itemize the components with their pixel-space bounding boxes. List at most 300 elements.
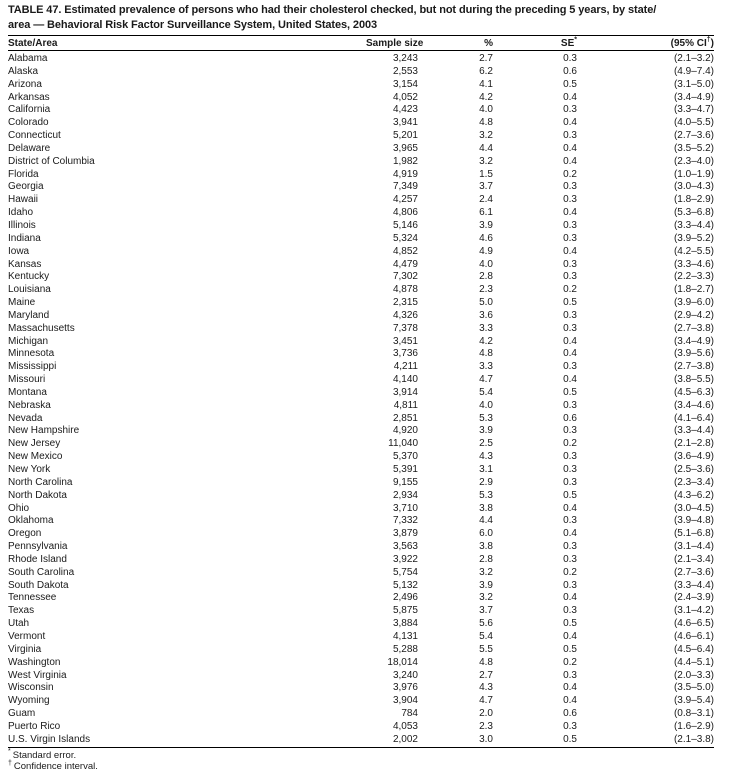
percent-cell: 2.0 [479,708,493,720]
se-cell: 0.3 [563,104,577,116]
ci-cell: (0.8–3.1) [673,708,714,720]
sample-size-cell: 4,131 [392,630,418,642]
sample-size-cell: 7,302 [392,271,418,283]
percent-cell: 4.8 [479,117,493,129]
ci-cell: (4.1–6.4) [673,412,714,424]
table-row [8,425,714,438]
se-cell: 0.3 [563,53,577,64]
percent-cell: 3.7 [479,605,493,617]
state-area-cell: New Jersey [8,438,61,450]
ci-cell: (3.0–4.5) [673,502,714,514]
table-row [8,348,714,361]
sample-size-cell: 3,904 [392,695,418,707]
se-cell: 0.4 [563,117,577,129]
ci-cell: (3.4–4.9) [673,335,714,347]
sample-size-cell: 9,155 [392,476,418,488]
sample-size-cell: 3,240 [392,669,418,681]
sample-size-cell: 18,014 [387,656,418,668]
se-cell: 0.3 [563,515,577,527]
sample-size-cell: 5,391 [392,464,418,475]
ci-cell: (2.1–3.2) [673,53,714,64]
ci-cell: (3.9–5.4) [673,695,714,707]
percent-cell: 2.4 [479,194,493,206]
table-row [8,451,714,464]
ci-cell: (5.1–6.8) [673,528,714,540]
table-row [8,79,714,92]
ci-cell: (2.0–3.3) [673,669,714,681]
state-area-cell: Connecticut [8,130,61,142]
percent-cell: 6.0 [479,528,493,540]
se-cell: 0.3 [563,271,577,283]
state-area-cell: Delaware [8,142,51,154]
ci-cell: (3.9–4.8) [673,515,714,527]
percent-cell: 3.2 [479,566,493,578]
table-row [8,708,714,721]
percent-cell: 3.9 [479,219,493,231]
table-row [8,66,714,79]
state-area-cell: North Carolina [8,476,73,488]
percent-cell: 5.6 [479,618,493,630]
ci-cell: (3.3–4.4) [673,219,714,231]
table-row [8,361,714,374]
state-area-cell: District of Columbia [8,155,95,167]
percent-cell: 4.3 [479,682,493,694]
sample-size-cell: 4,852 [392,245,418,257]
se-cell: 0.6 [563,708,577,720]
ci-cell: (2.1–3.4) [673,553,714,565]
se-cell: 0.3 [563,309,577,321]
se-cell: 0.4 [563,695,577,707]
percent-cell: 4.8 [479,656,493,668]
state-area-cell: Nebraska [8,399,51,411]
percent-cell: 4.2 [479,335,493,347]
percent-cell: 3.3 [479,361,493,373]
table-row [8,92,714,105]
table-row [8,117,714,130]
ci-cell: (3.0–4.3) [673,181,714,193]
table-row [8,169,714,182]
percent-cell: 4.9 [479,245,493,257]
percent-cell: 4.1 [479,78,493,90]
ci-dagger: † [706,36,711,44]
table-row [8,104,714,117]
ci-cell: (4.5–6.3) [673,386,714,398]
state-area-cell: Tennessee [8,592,57,604]
sample-size-cell: 5,324 [392,232,418,244]
state-area-cell: Wisconsin [8,682,54,694]
state-area-cell: North Dakota [8,489,67,501]
state-area-cell: South Dakota [8,579,69,591]
sample-size-cell: 3,976 [392,682,418,694]
table-row [8,734,714,747]
sample-size-cell: 2,851 [392,412,418,424]
ci-cell: (1.8–2.7) [673,284,714,296]
sample-size-cell: 3,154 [392,78,418,90]
se-cell: 0.3 [563,451,577,463]
percent-cell: 4.0 [479,104,493,116]
ci-cell: (3.3–4.4) [673,579,714,591]
percent-cell: 5.3 [479,489,493,501]
ci-cell: (2.7–3.6) [673,566,714,578]
sample-size-cell: 5,201 [392,130,418,142]
ci-cell: (4.6–6.5) [673,618,714,630]
table-row [8,580,714,593]
se-cell: 0.3 [563,399,577,411]
se-cell: 0.3 [563,322,577,334]
sample-size-cell: 4,479 [392,258,418,270]
ci-cell: (5.3–6.8) [673,207,714,219]
state-area-cell: New Mexico [8,451,63,463]
sample-size-cell: 4,806 [392,207,418,219]
percent-cell: 4.3 [479,451,493,463]
table-row [8,143,714,156]
se-cell: 0.4 [563,207,577,219]
se-cell: 0.3 [563,194,577,206]
se-cell: 0.4 [563,155,577,167]
se-cell: 0.3 [563,579,577,591]
ci-cell: (4.0–5.5) [673,117,714,129]
se-cell: 0.5 [563,386,577,398]
state-area-cell: Guam [8,708,36,720]
col-header-percent: % [418,36,493,51]
state-area-cell: Indiana [8,232,41,244]
table-title-line2: area — Behavioral Risk Factor Surveillance System, United States, 2003 [8,18,378,31]
ci-cell: (4.6–6.1) [673,630,714,642]
percent-cell: 4.8 [479,348,493,360]
table-row [8,297,714,310]
percent-cell: 3.6 [479,309,493,321]
sample-size-cell: 4,140 [392,374,418,386]
table-row [8,618,714,631]
ci-cell: (4.3–6.2) [673,489,714,501]
se-cell: 0.3 [563,476,577,488]
state-area-cell: Massachusetts [8,322,75,334]
percent-cell: 3.2 [479,130,493,142]
ci-cell: (3.3–4.7) [673,104,714,116]
footnote-standard-error: * Standard error. [8,748,77,761]
state-area-cell: Maine [8,297,36,309]
se-cell: 0.3 [563,232,577,244]
table-row [8,220,714,233]
table-row [8,284,714,297]
sample-size-cell: 4,811 [393,399,418,411]
sample-size-cell: 3,965 [392,142,418,154]
ci-cell: (2.7–3.6) [673,130,714,142]
sample-size-cell: 5,146 [392,219,418,231]
state-area-cell: Texas [8,605,35,617]
sample-size-cell: 2,002 [392,733,418,745]
ci-cell: (3.9–5.2) [673,232,714,244]
percent-cell: 3.2 [479,155,493,167]
se-asterisk: * [574,36,577,44]
table-row [8,657,714,670]
state-area-cell: Arizona [8,78,42,90]
percent-cell: 4.4 [479,142,493,154]
state-area-cell: Nevada [8,412,43,424]
state-area-cell: Michigan [8,335,49,347]
state-area-cell: Georgia [8,181,44,193]
table-row [8,259,714,272]
ci-cell: (2.7–3.8) [673,361,714,373]
ci-cell: (2.1–3.8) [673,733,714,745]
ci-cell: (3.1–4.2) [673,605,714,617]
state-area-cell: New Hampshire [8,425,80,437]
sample-size-cell: 2,315 [392,297,418,309]
se-cell: 0.4 [563,245,577,257]
se-cell: 0.2 [563,566,577,578]
state-area-cell: Hawaii [8,194,39,206]
state-area-cell: Vermont [8,630,46,642]
asterisk-symbol: * [8,748,11,756]
ci-cell: (3.1–5.0) [673,78,714,90]
sample-size-cell: 5,370 [392,451,418,463]
table-row [8,490,714,503]
se-cell: 0.2 [563,438,577,450]
state-area-cell: Florida [8,168,39,180]
state-area-cell: Utah [8,618,30,630]
percent-cell: 3.9 [479,425,493,437]
se-cell: 0.3 [563,130,577,142]
state-area-cell: Kentucky [8,271,50,283]
table-row [8,438,714,451]
se-cell: 0.4 [563,630,577,642]
state-area-cell: New York [8,464,51,475]
sample-size-cell: 3,710 [392,502,418,514]
state-area-cell: Virginia [8,643,42,655]
table-row [8,541,714,554]
sample-size-cell: 4,053 [392,720,418,732]
table-title-line1: TABLE 47. Estimated prevalence of persons who had their cholesterol checked, but not during the preceding 5 years, by state/ [8,4,657,16]
state-area-cell: California [8,104,51,116]
state-area-cell: Kansas [8,258,42,270]
table-row [8,207,714,220]
sample-size-cell: 7,332 [392,515,418,527]
se-cell: 0.6 [563,65,577,77]
ci-cell: (1.0–1.9) [673,168,714,180]
ci-cell: (3.3–4.4) [673,425,714,437]
state-area-cell: Mississippi [8,361,57,373]
ci-cell: (4.5–6.4) [673,643,714,655]
table-row [8,592,714,605]
state-area-cell: Alaska [8,65,39,77]
se-cell: 0.3 [563,258,577,270]
sample-size-cell: 3,736 [392,348,418,360]
ci-cell: (3.4–4.6) [673,399,714,411]
state-area-cell: Ohio [8,502,30,514]
percent-cell: 5.0 [479,297,493,309]
table-row [8,721,714,734]
sample-size-cell: 4,920 [392,425,418,437]
ci-cell: (1.6–2.9) [673,720,714,732]
sample-size-cell: 3,922 [392,553,418,565]
ci-cell: (2.1–2.8) [673,438,714,450]
state-area-cell: Oregon [8,528,42,540]
se-cell: 0.4 [563,682,577,694]
sample-size-cell: 2,553 [392,65,418,77]
state-area-cell: Colorado [8,117,49,129]
se-cell: 0.4 [563,528,577,540]
percent-cell: 2.8 [479,271,493,283]
ci-cell: (2.2–3.3) [673,271,714,283]
table-header-row [8,36,714,51]
table-row [8,670,714,683]
table-row [8,130,714,143]
sample-size-cell: 4,211 [393,361,418,373]
state-area-cell: Maryland [8,309,50,321]
percent-cell: 2.8 [479,553,493,565]
sample-size-cell: 11,040 [388,438,418,450]
ci-cell: (3.5–5.2) [673,142,714,154]
table-row [8,233,714,246]
table-row [8,336,714,349]
ci-cell: (3.9–5.6) [673,348,714,360]
ci-cell: (3.1–4.4) [673,541,714,553]
ci-cell: (3.5–5.0) [673,682,714,694]
percent-cell: 3.1 [479,464,493,475]
col-header-state-area: State/Area [8,36,366,51]
table-row [8,605,714,618]
footnote-confidence-interval: † Confidence interval. [8,759,98,773]
state-area-cell: South Carolina [8,566,75,578]
state-area-cell: Alabama [8,53,48,64]
table-row [8,567,714,580]
ci-cell: (3.3–4.6) [673,258,714,270]
percent-cell: 3.8 [479,541,493,553]
state-area-cell: Minnesota [8,348,55,360]
table-row [8,181,714,194]
col-header-ci: (95% CI†) [577,36,714,51]
ci-cell: (4.2–5.5) [673,245,714,257]
se-cell: 0.5 [563,297,577,309]
se-cell: 0.3 [563,464,577,475]
table-row [8,528,714,541]
table-row [8,695,714,708]
ci-cell: (1.8–2.9) [673,194,714,206]
percent-cell: 2.7 [479,669,493,681]
sample-size-cell: 784 [401,708,418,720]
sample-size-cell: 5,875 [392,605,418,617]
se-cell: 0.4 [563,374,577,386]
state-area-cell: Idaho [8,207,34,219]
se-cell: 0.3 [563,541,577,553]
sample-size-cell: 4,257 [392,194,418,206]
table-row [8,194,714,207]
state-area-cell: Pennsylvania [8,541,68,553]
sample-size-cell: 3,884 [392,618,418,630]
table-row [8,477,714,490]
percent-cell: 2.3 [479,284,493,296]
se-cell: 0.5 [563,733,577,745]
col-header-se: SE* [493,36,577,51]
percent-cell: 5.4 [479,630,493,642]
sample-size-cell: 4,052 [392,91,418,103]
percent-cell: 2.9 [479,476,493,488]
state-area-cell: Rhode Island [8,553,67,565]
ci-cell: (2.5–3.6) [673,464,714,475]
se-cell: 0.5 [563,489,577,501]
percent-cell: 3.9 [479,579,493,591]
state-area-cell: Washington [8,656,61,668]
ci-cell: (3.8–5.5) [673,374,714,386]
se-cell: 0.5 [563,78,577,90]
ci-cell: (3.4–4.9) [673,91,714,103]
se-cell: 0.5 [563,643,577,655]
sample-size-cell: 3,941 [392,117,418,129]
table-row [8,246,714,259]
state-area-cell: Montana [8,386,47,398]
sample-size-cell: 2,496 [392,592,418,604]
ci-cell: (2.9–4.2) [673,309,714,321]
sample-size-cell: 3,879 [392,528,418,540]
sample-size-cell: 2,934 [392,489,418,501]
percent-cell: 3.7 [479,181,493,193]
sample-size-cell: 1,982 [392,155,418,167]
percent-cell: 2.5 [479,438,493,450]
percent-cell: 4.7 [479,374,493,386]
ci-cell: (2.3–4.0) [673,155,714,167]
percent-cell: 4.6 [479,232,493,244]
dagger-symbol: † [8,759,12,767]
se-cell: 0.4 [563,142,577,154]
state-area-cell: Puerto Rico [8,720,61,732]
percent-cell: 5.4 [479,386,493,398]
percent-cell: 3.3 [479,322,493,334]
table-row [8,51,714,66]
se-cell: 0.2 [563,284,577,296]
percent-cell: 4.7 [479,695,493,707]
footnotes [8,750,714,773]
percent-cell: 2.3 [479,720,493,732]
se-cell: 0.4 [563,592,577,604]
table-title [8,3,714,36]
table-row [8,271,714,284]
table-row [8,374,714,387]
se-cell: 0.5 [563,618,577,630]
table-row [8,310,714,323]
sample-size-cell: 7,349 [392,181,418,193]
table-row [8,515,714,528]
se-cell: 0.3 [563,669,577,681]
table-row [8,400,714,413]
sample-size-cell: 5,288 [392,643,418,655]
se-cell: 0.3 [563,553,577,565]
se-cell: 0.3 [563,181,577,193]
table-body [8,51,714,748]
percent-cell: 5.3 [479,412,493,424]
state-area-cell: Illinois [8,219,36,231]
sample-size-cell: 5,132 [392,579,418,591]
ci-cell: (2.3–3.4) [673,476,714,488]
se-cell: 0.3 [563,219,577,231]
se-cell: 0.3 [563,361,577,373]
se-cell: 0.3 [563,720,577,732]
percent-cell: 4.4 [479,515,493,527]
ci-cell: (4.9–7.4) [673,65,714,77]
sample-size-cell: 4,326 [392,309,418,321]
percent-cell: 4.0 [479,258,493,270]
table-row [8,156,714,169]
se-cell: 0.3 [563,605,577,617]
se-cell: 0.6 [563,412,577,424]
table-row [8,554,714,567]
percent-cell: 4.0 [479,399,493,411]
percent-cell: 6.1 [479,207,493,219]
ci-cell: (4.4–5.1) [673,656,714,668]
sample-size-cell: 3,914 [392,386,418,398]
state-area-cell: Wyoming [8,695,50,707]
sample-size-cell: 4,423 [392,104,418,116]
se-cell: 0.4 [563,335,577,347]
